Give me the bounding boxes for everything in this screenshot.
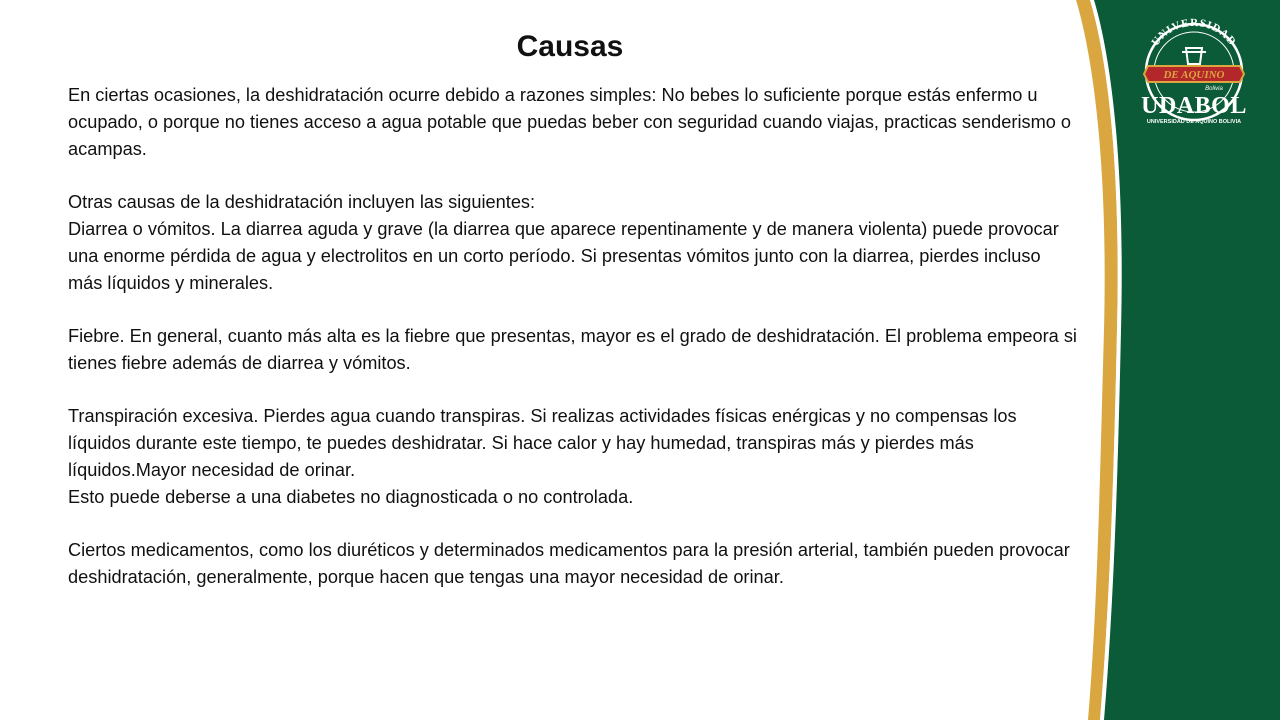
logo-emblem xyxy=(1182,48,1206,64)
slide-title: Causas xyxy=(516,30,624,63)
paragraph-fever: Fiebre. En general, cuanto más alta es la fiebre que presentas, mayor es el grado de deshidratación. El problema empeora si tienes fiebre además de diarrea y vómitos. xyxy=(68,326,1077,373)
paragraph-sweating: Transpiración excesiva. Pierdes agua cuando transpiras. Si realizas actividades físicas enérgicas y no compensas los líquidos durante este tiempo, te puedes deshidratar. Si hace calor y hay humedad, transpiras más y pierdes más líquidos.Mayor necesidad de orinar. xyxy=(68,406,1017,480)
paragraph-spacer xyxy=(68,297,1078,323)
logo-tagline: UNIVERSIDAD DE AQUINO BOLIVIA xyxy=(1146,119,1242,125)
paragraph-medications: Ciertos medicamentos, como los diuréticos y determinados medicamentos para la presión arterial, también pueden provocar deshidratación, generalmente, porque hacen que tengas una mayor necesidad de orinar. xyxy=(68,540,1070,587)
slide-body xyxy=(68,82,1078,591)
logo-ribbon-text: DE AQUINO xyxy=(1163,69,1225,81)
udabol-logo xyxy=(1118,18,1270,130)
paragraph-spacer xyxy=(68,163,1078,189)
paragraph-diarrhea-vomiting: Diarrea o vómitos. La diarrea aguda y grave (la diarrea que aparece repentinamente y de manera violenta) puede provocar una enorme pérdida de agua y electrolitos en un corto período. Si presentas vómitos junto con la diarrea, pierdes incluso más líquidos y minerales. xyxy=(68,219,1059,293)
logo-name: UDABOL xyxy=(1141,93,1247,119)
logo-arc-text: UNIVERSIDAD xyxy=(1149,18,1239,49)
paragraph-diabetes: Esto puede deberse a una diabetes no diagnosticada o no controlada. xyxy=(68,487,634,507)
paragraph-spacer xyxy=(68,377,1078,403)
logo-sub-text: Bolivia xyxy=(1205,86,1223,92)
paragraph-other-causes-heading: Otras causas de la deshidratación incluyen las siguientes: xyxy=(68,192,536,212)
paragraph-intro: En ciertas ocasiones, la deshidratación ocurre debido a razones simples: No bebes lo suficiente porque estás enfermo u ocupado, o porque no tienes acceso a agua potable que puedas beber con seguridad cuando viajas, practicas senderismo o acampas. xyxy=(68,85,1072,159)
paragraph-spacer xyxy=(68,511,1078,537)
